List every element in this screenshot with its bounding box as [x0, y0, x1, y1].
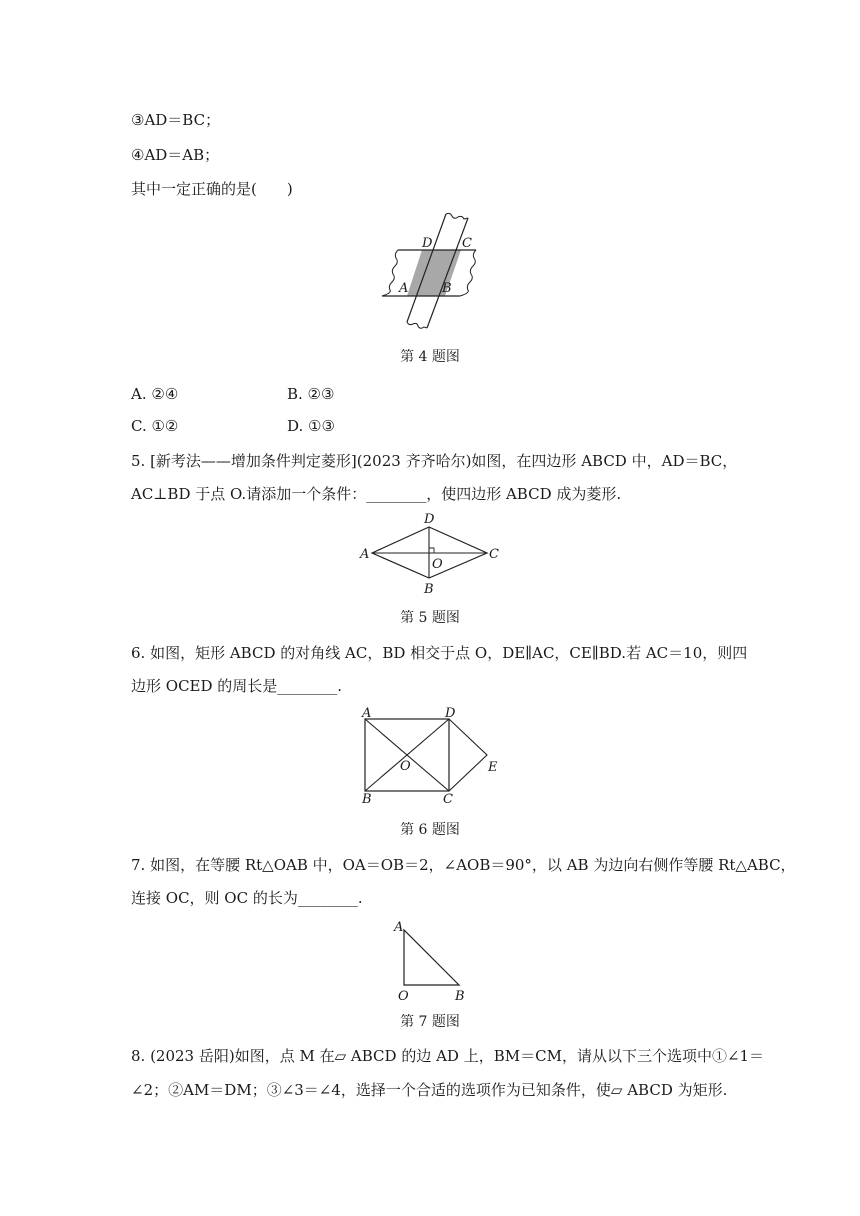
- q7-label-a: A: [394, 920, 404, 935]
- q4-option-c: C. ①②: [131, 417, 179, 435]
- q5-label-b: B: [424, 582, 434, 597]
- q7-label-o: O: [398, 989, 409, 1004]
- q6-line-1: 6. 如图，矩形 ABCD 的对角线 AC，BD 相交于点 O，DE∥AC，CE∥BD.若 AC＝10，则四: [131, 644, 748, 662]
- q8-line-2: ∠2；②AM＝DM；③∠3＝∠4，选择一个合适的选项作为已知条件，使▱ ABCD 为矩形.: [131, 1081, 728, 1099]
- q5-label-c: C: [489, 547, 499, 562]
- q5-line-1: 5. [新考法——增加条件判定菱形](2023 齐齐哈尔)如图，在四边形 ABCD 中，AD＝BC，: [131, 452, 738, 470]
- q5-label-d: D: [424, 512, 435, 527]
- q4-caption: 第 4 题图: [400, 349, 460, 365]
- q6-caption: 第 6 题图: [400, 822, 460, 838]
- q7-caption: 第 7 题图: [400, 1014, 460, 1030]
- q6-label-a: A: [362, 706, 372, 721]
- q4-statement-4: ④AD＝AB；: [131, 146, 220, 164]
- q6-label-d: D: [445, 706, 456, 721]
- q5-label-o: O: [432, 557, 443, 572]
- q6-label-o: O: [400, 759, 411, 774]
- q4-label-a: A: [399, 281, 409, 296]
- q6-label-c: C: [443, 792, 453, 807]
- q4-option-a: A. ②④: [131, 385, 179, 403]
- q4-statement-3: ③AD＝BC；: [131, 111, 221, 129]
- q8-line-1: 8. (2023 岳阳)如图，点 M 在▱ ABCD 的边 AD 上，BM＝CM，请从以下三个选项中①∠1＝: [131, 1047, 765, 1065]
- q5-caption: 第 5 题图: [400, 610, 460, 626]
- q5-label-a: A: [360, 547, 370, 562]
- q4-label-d: D: [422, 236, 433, 251]
- q7-line-2: 连接 OC，则 OC 的长为________.: [131, 889, 363, 907]
- q4-option-b: B. ②③: [287, 385, 335, 403]
- q7-figure: [390, 915, 470, 1005]
- q6-label-e: E: [488, 760, 498, 775]
- q6-label-b: B: [362, 792, 372, 807]
- q5-figure: [355, 508, 505, 598]
- q4-label-b: B: [442, 281, 452, 296]
- q5-line-2: AC⊥BD 于点 O.请添加一个条件：________，使四边形 ABCD 成为菱形.: [131, 485, 622, 503]
- q7-line-1: 7. 如图，在等腰 Rt△OAB 中，OA＝OB＝2，∠AOB＝90°，以 AB 为边向右侧作等腰 Rt△ABC，: [131, 856, 796, 874]
- q4-label-c: C: [462, 236, 472, 251]
- q7-label-b: B: [455, 989, 465, 1004]
- q6-line-2: 边形 OCED 的周长是________.: [131, 677, 343, 695]
- q4-figure: [370, 205, 500, 335]
- q4-question: 其中一定正确的是( ): [131, 180, 293, 198]
- q6-figure: [355, 703, 510, 808]
- q4-option-d: D. ①③: [287, 417, 335, 435]
